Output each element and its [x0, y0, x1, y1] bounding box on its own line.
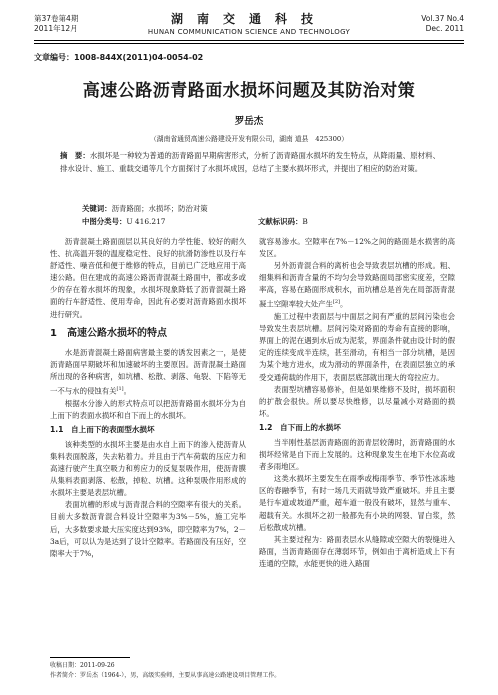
section-heading-1: 1 高速公路水损坏的特点 [50, 327, 167, 339]
document-code [258, 216, 308, 227]
clc-value: U 416.217 [126, 217, 166, 226]
doc-code-value: B [302, 217, 308, 226]
journal-volume-info-en [421, 14, 464, 34]
paragraph: 该种类型的水损坏主要是由水自上而下的渗入使沥青从集料表面脱落，失去粘着力。并且由于汽车荷载的压应力和高速行驶产生真空吸力和剪应力的反复泵吸作用，使沥青膜从集料表面剥落、松散，掉粒、坑槽。这种泵吸作用形成的水损坏主要是表层坑槽。 [50, 439, 246, 498]
author-affiliation: （湖南省通贸高速公路建设开发有限公司，湖南 道县 425300） [149, 135, 349, 143]
abstract [60, 150, 440, 175]
abstract-text: 水损坏是一种较为普通的沥青路面早期病害形式，分析了沥青路面水损坏的发生特点，从降雨量、原材料、排水设计、施工、重载交通等几个方面探讨了水损坏成因，总结了主要水损坏形式，并提出了相应的防治对策。 [60, 151, 440, 173]
volume-issue-en: Vol.37 No.4 [421, 14, 464, 23]
issue-date-en: Dec. 2011 [425, 24, 464, 33]
paragraph-end: 。 [340, 299, 348, 309]
paragraph-end: 。 [123, 386, 132, 396]
keywords [82, 203, 208, 214]
header-rule-thin [34, 43, 464, 44]
keywords-text: 沥青路面；水损坏；防治对策 [111, 204, 208, 213]
issue-date: 2011年12月 [34, 24, 78, 33]
keywords-label: 关键词： [82, 204, 112, 213]
paragraph: 就容易渗水。空隙率在7%－12%之间的路面是水损害的高发区。 [259, 237, 455, 259]
paragraph: 当半刚性基层沥青路面的沥青层较薄时，沥青路面的水损坏经常是自下而上发展的。这种现象发生在地下水位高或者多雨地区。 [259, 437, 455, 472]
subsection-heading-1-1: 1.1 自上而下的表面型水损坏 [50, 424, 155, 434]
paragraph-text: 水是沥青混凝土路面病害最主要的诱发因素之一，是使沥青路面早期破坏和加速破坏的主要原因。沥青混凝土路面所出现的各种病害，如坑槽、松散、剥落、龟裂、下陷等无一不与水的侵蚀有关 [50, 347, 246, 396]
paragraph: 表面坑槽的形成与沥青混合料的空隙率有很大的关系。目前大多数沥青混合料设计空隙率为3%－5%，施工完毕后，大多数要求最大压实度达到93%，即空隙率为7%，2－3a后，可以认为是达到了设计空隙率。若路面没有压好，空隙率大于7%， [50, 500, 246, 558]
left-column [50, 236, 246, 560]
paragraph: 表面型坑槽容易修补，但是如果维修不及时，损坏面积的扩散会很快。所以要尽快维修，以尽量减小对路面的损坏。 [259, 384, 455, 418]
journal-name-en: HUNAN COMMUNICATION SCIENCE AND TECHNOLOGY [147, 28, 351, 36]
paragraph: 施工过程中表面层与中面层之间有严重的层间污染也会导致发生表层坑槽。层间污染对路面的寿命有直接的影响，界面上的泥在遇到水后成为泥浆，界面条件就由设计时的假定的连续变成半连续，甚至滑动，有相当一部分坑槽，是因为某个地方进水，成为滑动的界面条件，在表面层独立的承受交通荷载的作用下，表面层底部就出现大的弯拉应力。 [259, 312, 455, 382]
subsection-heading-1-2: 1.2 自下而上的水损坏 [259, 422, 341, 432]
paragraph: 其主要过程为：路面表层水从缝隙或空隙大的裂缝进入路面，当沥青路面存在薄弱环节，例如由于离析造成上下有连通的空隙，水能更快的进入路面 [259, 534, 455, 568]
article-number: 文章编号：1008-844X(2011)04-0054-02 [34, 53, 204, 62]
paragraph [50, 347, 246, 398]
paragraph [259, 260, 455, 311]
abstract-label: 摘 要： [60, 151, 90, 160]
paragraph-text: 另外沥青混合料的离析也会导致表层坑槽的形成。粗、细集料和沥青含量的不均匀会导致路面局部密实度差，空隙率高，容易在路面形成积水，而坑槽总是首先在局部沥青混凝土空隙率较大处产生 [259, 261, 455, 309]
journal-name-cn: 湖南交通科技 [170, 12, 327, 26]
paper-title: 高速公路沥青路面水损坏问题及其防治对策 [82, 81, 416, 101]
footnote-received-date: 收稿日期：2011-09-26 [50, 662, 115, 669]
paragraph: 根据水分渗入的形式特点可以把沥青路面水损坏分为自上而下的表面水损坏和自下而上的水损坏。 [50, 398, 246, 420]
right-column [259, 236, 455, 570]
citation-ref: [2] [332, 299, 341, 306]
intro-paragraph: 沥青混凝土路面面层以其良好的力学性能、较好的耐久性、抗高温开裂的温度稳定性、良好的抗滑防渗性以及行车舒适性、噪音低和便于维修的特点，目前已广泛地应用于高速公路。但在建成的高速公路沥青混凝土路面中，都或多或少的存在着水损坏的现象，水损坏现象降低了沥青混凝土路面的行车舒适性、使用寿命，因此有必要对沥青路面水损坏进行研究。 [50, 237, 246, 319]
footnote-author-bio: 作者简介：罗岳杰（1964-），男，高级实验师，主要从事高速公路建设项目管理工作。 [50, 672, 281, 679]
paragraph: 这类水损坏主要发生在雨季或梅雨季节、季节性冰冻地区的春融季节，有时一场几天雨就导致严重破坏。并且主要是行车道或坡道严重，超车道一般没有破坏，显然与重车、超载有关。水损坏之初一般都先有小块的网裂、冒白浆，然后松散成坑槽。 [259, 474, 455, 532]
citation-ref: [1] [116, 386, 124, 393]
author-name: 罗岳杰 [234, 116, 264, 127]
classification-number [82, 216, 166, 227]
volume-issue: 第37卷第4期 [34, 14, 79, 23]
header-rule-thick [34, 40, 464, 41]
footnote-rule [50, 657, 130, 658]
doc-code-label: 文献标识码： [258, 217, 303, 226]
clc-label: 中图分类号： [82, 217, 127, 226]
